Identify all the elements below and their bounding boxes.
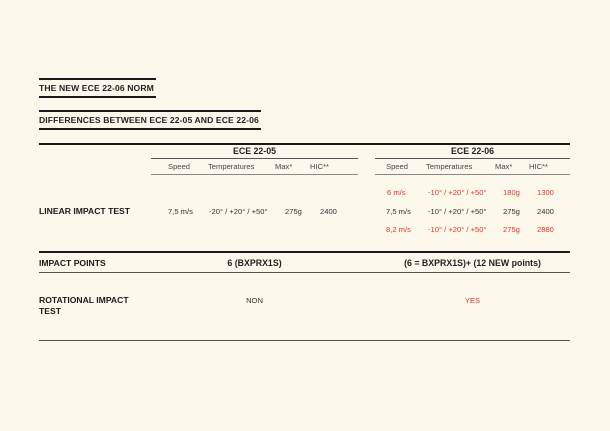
subheader-2205-rule xyxy=(151,174,358,175)
subheader-hic-2206: HIC** xyxy=(529,162,548,171)
linear-2206-row2-speed: 7,5 m/s xyxy=(386,207,411,216)
linear-2205-speed: 7,5 m/s xyxy=(168,207,193,216)
header-ece-22-06: ECE 22-06 xyxy=(450,146,495,156)
section-title: DIFFERENCES BETWEEN ECE 22-05 AND ECE 22-06 xyxy=(39,110,261,130)
linear-2205-temperatures: -20° / +20° / +50° xyxy=(209,207,268,216)
row-label-impact-points: IMPACT POINTS xyxy=(39,258,106,268)
page-title: THE NEW ECE 22-06 NORM xyxy=(39,78,156,98)
linear-2206-row1-hic: 1300 xyxy=(537,188,554,197)
header-ece-22-05: ECE 22-05 xyxy=(232,146,277,156)
impact-points-2205: 6 (BXPRX1S) xyxy=(227,258,282,268)
rotational-2205: NON xyxy=(246,296,263,305)
subheader-hic-2205: HIC** xyxy=(310,162,329,171)
linear-2206-row3-speed: 8,2 m/s xyxy=(386,225,411,234)
subheader-2206-rule xyxy=(375,174,570,175)
linear-2206-row2-hic: 2400 xyxy=(537,207,554,216)
subheader-max-2206: Max* xyxy=(495,162,513,171)
row-label-rotational-impact xyxy=(39,295,129,317)
subheader-speed-2206: Speed xyxy=(386,162,408,171)
linear-2205-hic: 2400 xyxy=(320,207,337,216)
linear-2206-row2-max: 275g xyxy=(503,207,520,216)
rotational-2206: YES xyxy=(464,296,481,305)
subheader-temperatures-2206: Temperatures xyxy=(426,162,473,171)
row-label-rotational-line2: TEST xyxy=(39,306,61,316)
linear-2206-row1-max: 180g xyxy=(503,188,520,197)
row-label-rotational-line1: ROTATIONAL IMPACT xyxy=(39,295,129,305)
subheader-speed-2205: Speed xyxy=(168,162,190,171)
subheader-temperatures-2205: Temperatures xyxy=(208,162,255,171)
header-ece-22-06-rule xyxy=(375,158,570,159)
linear-2206-row2-temperatures: -10° / +20° / +50° xyxy=(428,207,487,216)
subheader-max-2205: Max* xyxy=(275,162,293,171)
linear-2206-row3-max: 275g xyxy=(503,225,520,234)
table-top-rule xyxy=(39,143,570,145)
impact-points-bottom-rule xyxy=(39,272,570,273)
linear-2206-row1-temperatures: -10° / +20° / +50° xyxy=(428,188,487,197)
header-ece-22-05-rule xyxy=(151,158,358,159)
linear-2206-row1-speed: 6 m/s xyxy=(387,188,406,197)
linear-2205-max: 275g xyxy=(285,207,302,216)
impact-points-2206: (6 = BXPRX1S)+ (12 NEW points) xyxy=(404,258,541,268)
row-label-linear-impact: LINEAR IMPACT TEST xyxy=(39,206,131,216)
linear-2206-row3-hic: 2880 xyxy=(537,225,554,234)
linear-2206-row3-temperatures: -10° / +20° / +50° xyxy=(428,225,487,234)
impact-points-top-rule xyxy=(39,251,570,253)
table-bottom-rule xyxy=(39,340,570,341)
